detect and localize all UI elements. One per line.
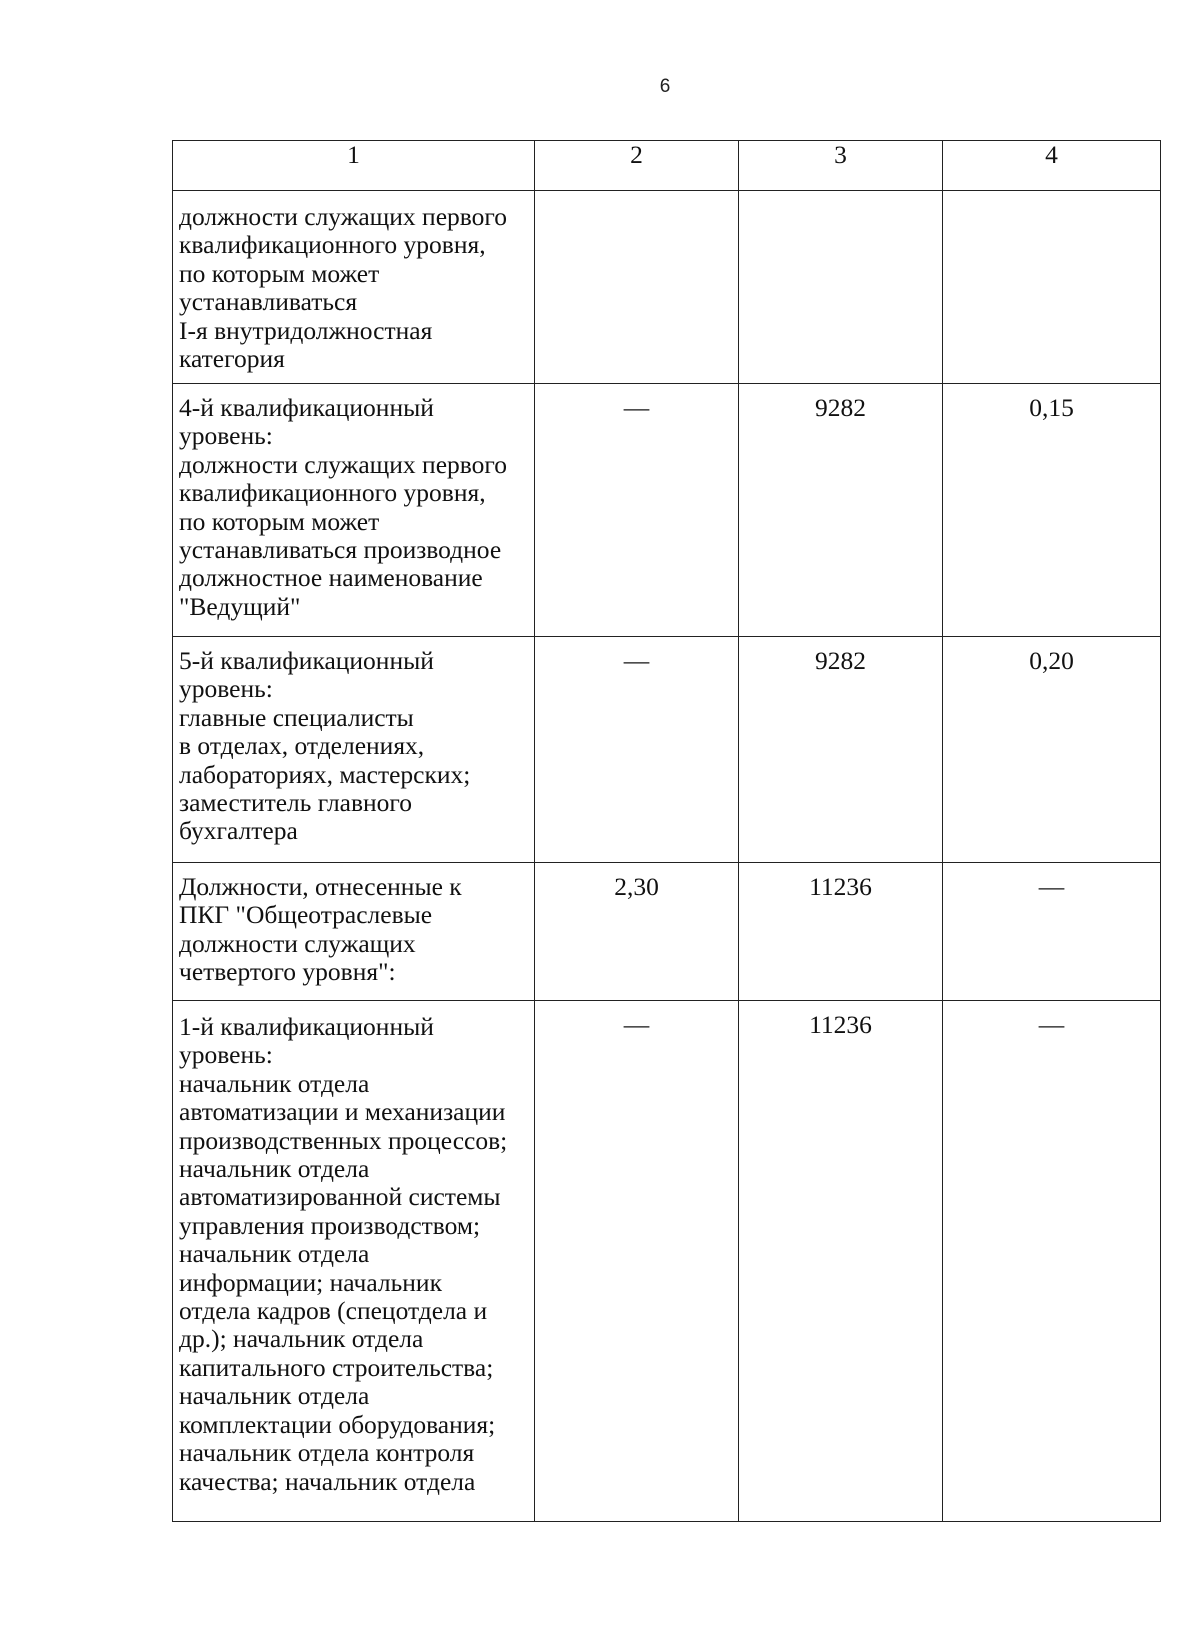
salary-cell: 9282: [815, 393, 866, 422]
coefficient-cell: —: [623, 393, 650, 422]
increase-coefficient-cell: —: [1038, 872, 1065, 901]
column-header: 2: [535, 141, 739, 191]
position-description: 1-й квалификационный уровень: начальник отдела автоматизации и механизации производственных процессов; начальник отдела автоматизированной системы управления производством; начальник отдела информации; начальник отдела кадров (спецотдела и др.); начальник отдела капитального строительства; начальник отдела комплектации оборудования; начальник отдела контроля качества; начальник отдела: [179, 1012, 508, 1496]
table-row: [173, 384, 1161, 637]
increase-coefficient-cell: 0,15: [1029, 393, 1074, 422]
coefficient-cell: —: [623, 646, 650, 675]
salary-cell: 11236: [809, 872, 872, 901]
coefficient-cell: 2,30: [614, 872, 659, 901]
table-row: [173, 863, 1161, 1001]
salary-cell: [739, 191, 942, 201]
coefficient-cell: [535, 191, 738, 201]
position-description: 5-й квалификационный уровень: главные специалисты в отделах, отделениях, лабораториях, мастерских; заместитель главного бухгалтера: [179, 646, 471, 846]
salary-cell: 9282: [815, 646, 866, 675]
increase-coefficient-cell: [943, 191, 1160, 201]
position-description: должности служащих первого квалификационного уровня, по которым может устанавливаться I-я внутридолжностная категория: [179, 202, 507, 374]
table-row: [173, 1001, 1161, 1522]
column-header: 4: [943, 141, 1161, 191]
column-header: 1: [173, 141, 535, 191]
page-number: 6: [659, 76, 671, 97]
column-header: 3: [739, 141, 943, 191]
coefficient-cell: —: [623, 1010, 650, 1039]
salary-table: [172, 140, 1161, 1522]
position-description: 4-й квалификационный уровень: должности служащих первого квалификационного уровня, по которым может устанавливаться производное должностное наименование "Ведущий": [179, 393, 507, 621]
increase-coefficient-cell: —: [1038, 1010, 1065, 1039]
salary-cell: 11236: [809, 1010, 872, 1039]
position-description: Должности, отнесенные к ПКГ "Общеотраслевые должности служащих четвертого уровня":: [179, 872, 462, 987]
table-row: [173, 191, 1161, 384]
increase-coefficient-cell: 0,20: [1029, 646, 1074, 675]
table-header-row: [173, 141, 1161, 191]
table-row: [173, 637, 1161, 863]
